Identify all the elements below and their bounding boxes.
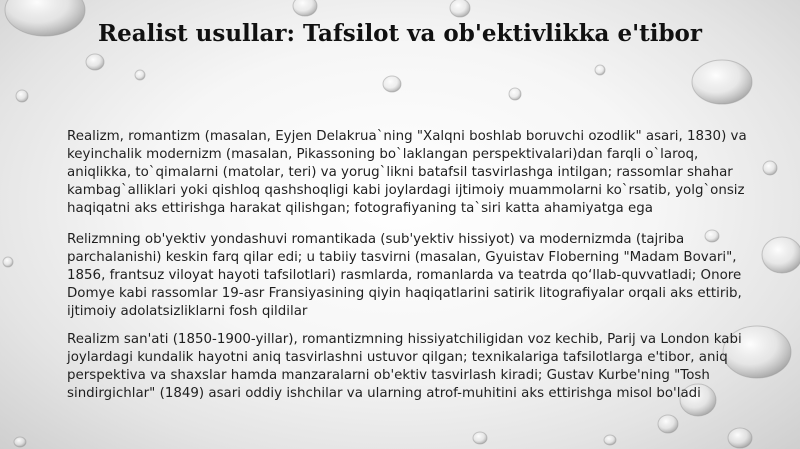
paragraph-realism-vs-romanticism: Realizm, romantizm (masalan, Eyjen Delakrua`ning "Xalqni boshlab boruvchi ozodlik" asari, 1830) va keyinchalik modernizm (masalan, Pikassoning bo`laklangan perspektivalari)dan farqli o`laroq, aniqlikka, to`qimalarni (matolar, teri) va yorug`likni batafsil tasvirlashga intilgan; rassomlar shahar kambag`alliklari yoki qishloq qashshoqligi kabi joylardagi ijtimoiy muammolarni ko`rsatib, yolg`onsiz haqiqatni aks ettirishga harakat qilishgan; fotografiyaning ta`siri katta ahamiyatga ega: [67, 129, 747, 216]
paragraph-objective-approach: Relizmning ob'yektiv yondashuvi romantikada (sub'yektiv hissiyot) va modernizmda (tajriba parchalanishi) keskin farq qilar edi; u tabiiy tasvirni (masalan, Gyuistav Floberning "Madam Bovari", 1856, frantsuz viloyat hayoti tafsilotlari) rasmlarda, romanlarda va teatrda qo‘llab-quvvatladi; Onore Domye kabi rassomlar 19-asr Fransiyasining qiyin haqiqatlarini satirik litografiyalar orqali aks ettirib, ijtimoiy adolatsizliklarni fosh qildilar: [67, 232, 742, 319]
slide-title: Realist usullar: Tafsilot va ob'ektivlikka e'tibor: [97, 20, 703, 47]
paragraph-realism-art-period: Realizm san'ati (1850-1900-yillar), romantizmning hissiyatchiligidan voz kechib, Parij va London kabi joylardagi kundalik hayotni aniq tasvirlashni ustuvor qilgan; texnikalariga tafsilotlarga e'tibor, aniq perspektiva va shaxslar hamda manzaralarni ob'ektiv tasvirlash kiradi; Gustav Kurbe'ning "Tosh sindirgichlar" (1849) asari oddiy ishchilar va ularning atrof-muhitini aks ettirishga misol bo'ladi: [67, 332, 742, 401]
